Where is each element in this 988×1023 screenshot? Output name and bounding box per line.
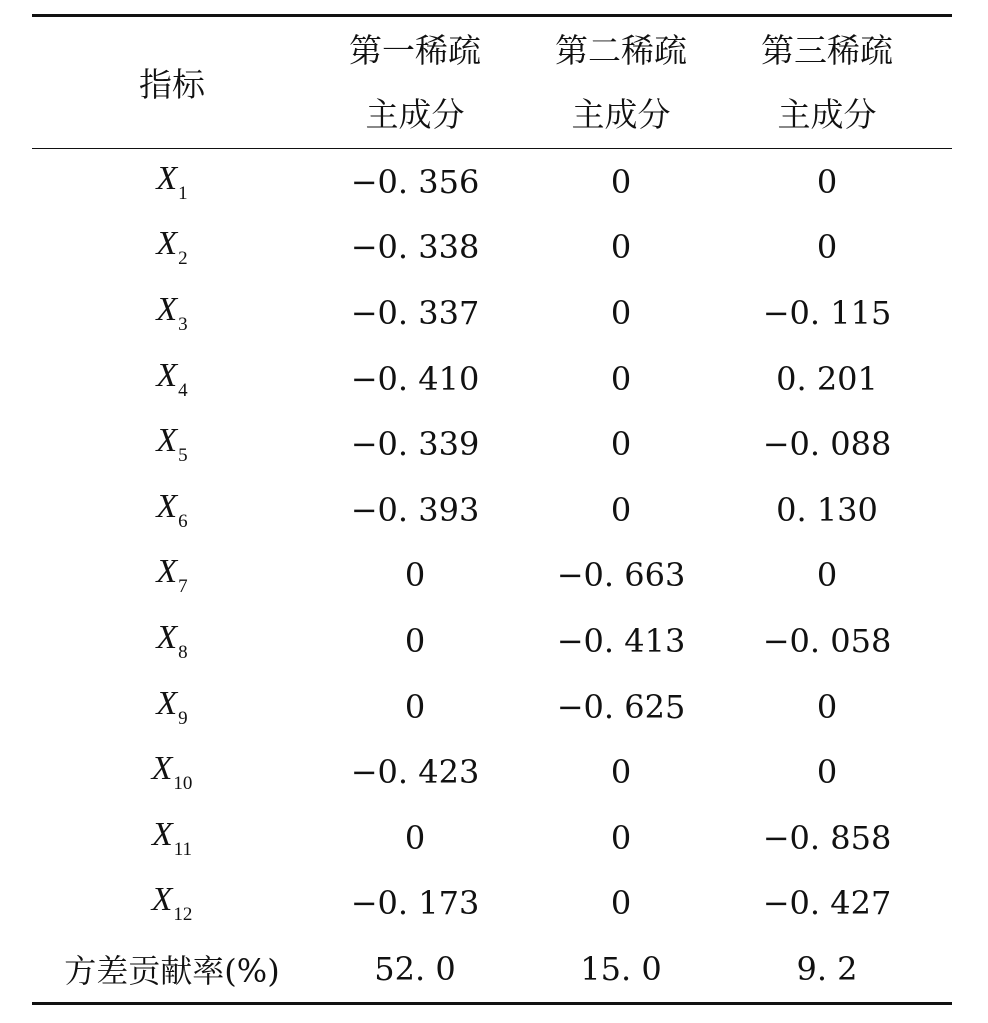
variable-subscript: 3 [178, 313, 188, 335]
loading-pc2: 0 [610, 162, 632, 201]
variable-name: X [156, 422, 178, 460]
loading-pc1: 0 [404, 621, 426, 660]
variable-cell [32, 684, 312, 730]
variable-cell [32, 290, 312, 336]
header-pc3-line2: 主成分 [777, 94, 877, 134]
loading-pc1: −0. 356 [350, 162, 480, 201]
header-pc1 [312, 19, 518, 147]
variable-subscript: 11 [173, 838, 193, 860]
variance-pc2: 15. 0 [580, 949, 662, 988]
variable-subscript: 5 [178, 445, 188, 467]
header-pc1-line2: 主成分 [365, 94, 465, 134]
variable-subscript: 1 [178, 182, 188, 204]
loading-pc1: −0. 410 [350, 359, 480, 398]
header-indicator: 指标 [139, 65, 205, 104]
loading-pc3: −0. 427 [762, 884, 892, 923]
table-body [32, 149, 952, 936]
loading-pc1: −0. 337 [350, 293, 480, 332]
table-row [32, 871, 952, 937]
variable-label [156, 553, 188, 598]
loading-pc1: −0. 339 [350, 425, 480, 464]
variable-subscript: 10 [173, 773, 193, 795]
variable-cell [32, 815, 312, 861]
header-pc2-line1: 第二稀疏 [555, 30, 687, 70]
loading-pc2: 0 [610, 884, 632, 923]
variable-name: X [156, 684, 178, 722]
loading-pc1: 0 [404, 556, 426, 595]
loading-pc2: 0 [610, 293, 632, 332]
loading-pc3: 0 [816, 228, 838, 267]
variance-pc3: 9. 2 [796, 949, 858, 988]
table-row [32, 608, 952, 674]
loading-pc1: −0. 173 [350, 884, 480, 923]
variable-subscript: 8 [178, 641, 188, 663]
variance-row [32, 936, 952, 1002]
loading-pc1: 0 [404, 818, 426, 857]
loading-pc3: −0. 088 [762, 425, 892, 464]
header-pc1-line1: 第一稀疏 [349, 30, 481, 70]
variable-name: X [156, 618, 178, 656]
variable-cell [32, 749, 312, 795]
variable-cell [32, 487, 312, 533]
variable-cell [32, 618, 312, 664]
variable-label [156, 159, 188, 204]
variable-label [156, 487, 188, 532]
table-row [32, 280, 952, 346]
variance-label: 方差贡献率(%) [64, 951, 280, 990]
loading-pc3: −0. 058 [762, 621, 892, 660]
variable-label [156, 225, 188, 270]
loading-pc2: 0 [610, 425, 632, 464]
loading-pc3: 0 [816, 162, 838, 201]
loading-pc2: 0 [610, 359, 632, 398]
header-pc2-line2: 主成分 [571, 94, 671, 134]
variable-subscript: 9 [178, 707, 188, 729]
loading-pc2: 0 [610, 228, 632, 267]
variable-cell [32, 356, 312, 402]
header-pc3-line1: 第三稀疏 [761, 30, 893, 70]
loading-pc2: −0. 625 [556, 687, 686, 726]
table-row [32, 411, 952, 477]
bottom-rule [32, 1002, 952, 1005]
variable-label [156, 290, 188, 335]
variable-subscript: 7 [178, 576, 188, 598]
variable-label [156, 618, 188, 663]
loading-pc1: −0. 338 [350, 228, 480, 267]
variable-cell [32, 159, 312, 205]
variable-name: X [156, 159, 178, 197]
loading-pc2: −0. 663 [556, 556, 686, 595]
table-header [32, 17, 952, 148]
loading-pc2: 0 [610, 753, 632, 792]
variable-name: X [156, 356, 178, 394]
variable-label [151, 881, 193, 926]
loading-pc2: 0 [610, 818, 632, 857]
variable-label [156, 422, 188, 467]
variance-pc1: 52. 0 [374, 949, 456, 988]
variable-name: X [151, 750, 173, 788]
loading-pc3: −0. 115 [762, 293, 892, 332]
variable-name: X [156, 225, 178, 263]
variable-label [151, 750, 193, 795]
variable-name: X [156, 290, 178, 328]
loading-pc3: 0 [816, 687, 838, 726]
table-row [32, 674, 952, 740]
variable-cell [32, 880, 312, 926]
variable-cell [32, 421, 312, 467]
variable-subscript: 2 [178, 248, 188, 270]
variable-subscript: 12 [173, 904, 193, 926]
variable-name: X [156, 487, 178, 525]
loading-pc3: 0. 201 [776, 359, 878, 398]
loading-pc3: 0 [816, 556, 838, 595]
variable-subscript: 6 [178, 510, 188, 532]
header-pc2 [518, 19, 724, 147]
loadings-table [32, 14, 952, 1005]
loading-pc2: 0 [610, 490, 632, 529]
variable-label [156, 356, 188, 401]
loading-pc3: 0. 130 [776, 490, 878, 529]
loading-pc1: −0. 393 [350, 490, 480, 529]
variable-cell [32, 224, 312, 270]
variable-cell [32, 552, 312, 598]
table-row [32, 149, 952, 215]
loading-pc1: −0. 423 [350, 753, 480, 792]
variable-label [156, 684, 188, 729]
variable-name: X [151, 815, 173, 853]
variable-name: X [156, 553, 178, 591]
variable-label [151, 815, 193, 860]
variable-subscript: 4 [178, 379, 188, 401]
loading-pc2: −0. 413 [556, 621, 686, 660]
table-row [32, 543, 952, 609]
variable-name: X [151, 881, 173, 919]
loading-pc3: 0 [816, 753, 838, 792]
table-row [32, 739, 952, 805]
loading-pc1: 0 [404, 687, 426, 726]
loading-pc3: −0. 858 [762, 818, 892, 857]
table-row [32, 805, 952, 871]
header-pc3 [724, 19, 930, 147]
table-row [32, 477, 952, 543]
table-row [32, 215, 952, 281]
table-row [32, 346, 952, 412]
